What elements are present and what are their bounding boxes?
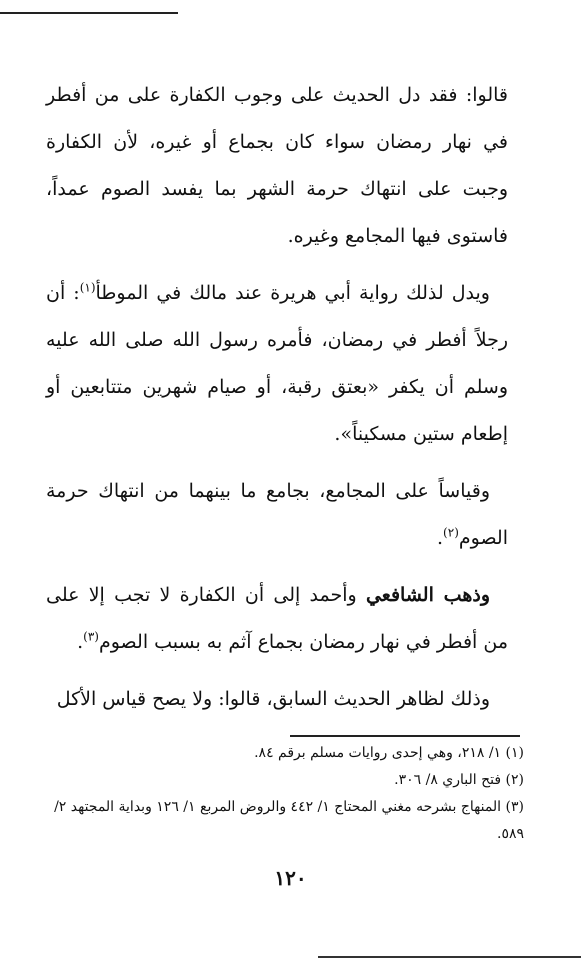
- footnote-ref-2: (٢): [443, 525, 459, 540]
- bottom-rule: [318, 956, 581, 958]
- paragraph-3-text: وقياساً على المجامع، بجامع ما بينهما من انتهاك حرمة الصوم: [46, 480, 508, 549]
- footnote-ref-3: (٣): [83, 629, 99, 644]
- footnotes: [46, 740, 524, 848]
- paragraph-5: [46, 676, 508, 723]
- top-rule: [0, 12, 178, 14]
- paragraph-4: [46, 572, 508, 666]
- paragraph-2-rest: : أن رجلاً أفطر في رمضان، فأمره رسول الله صلى الله عليه وسلم أن يكفر «بعتق رقبة، أو صيام شهرين متتابعين أو إطعام ستين مسكيناً».: [46, 282, 508, 445]
- footnote-ref-1: (١): [79, 280, 96, 295]
- main-text: [46, 72, 508, 733]
- paragraph-2: [46, 270, 508, 458]
- paragraph-3-end: .: [437, 527, 444, 549]
- paragraph-4-bold: وذهب الشافعي: [365, 584, 490, 606]
- footnote-2: (٢) فتح الباري ٨/ ٣٠٦.: [394, 772, 524, 788]
- footnote-3: (٣) المنهاج بشرحه مغني المحتاج ١/ ٤٤٢ والروض المربع ١/ ١٢٦ وبداية المجتهد ٢/ ٥٨٩.: [54, 799, 524, 842]
- paragraph-4-end: .: [77, 631, 84, 653]
- footnote-divider: [290, 735, 520, 737]
- paragraph-5-text: وذلك لظاهر الحديث السابق، قالوا: ولا يصح قياس الأكل: [56, 688, 490, 710]
- paragraph-2-text: ويدل لذلك رواية أبي هريرة عند مالك في الموطأ: [95, 282, 490, 304]
- page-number: ١٢٠: [274, 866, 307, 890]
- paragraph-1-text: قالوا: فقد دل الحديث على وجوب الكفارة على من أفطر في نهار رمضان سواء كان بجماع أو غيره، لأن الكفارة وجبت على انتهاك حرمة الشهر بما يفسد الصوم عمداً، فاستوى فيها المجامع وغيره.: [46, 84, 508, 247]
- footnote-1: (١) ١/ ٢١٨، وهي إحدى روايات مسلم برقم ٨٤.: [254, 745, 524, 761]
- paragraph-3: [46, 468, 508, 562]
- paragraph-4-text: وأحمد إلى أن الكفارة لا تجب إلا على من أفطر في نهار رمضان بجماع آثم به بسبب الصوم: [46, 584, 508, 653]
- paragraph-1: [46, 72, 508, 260]
